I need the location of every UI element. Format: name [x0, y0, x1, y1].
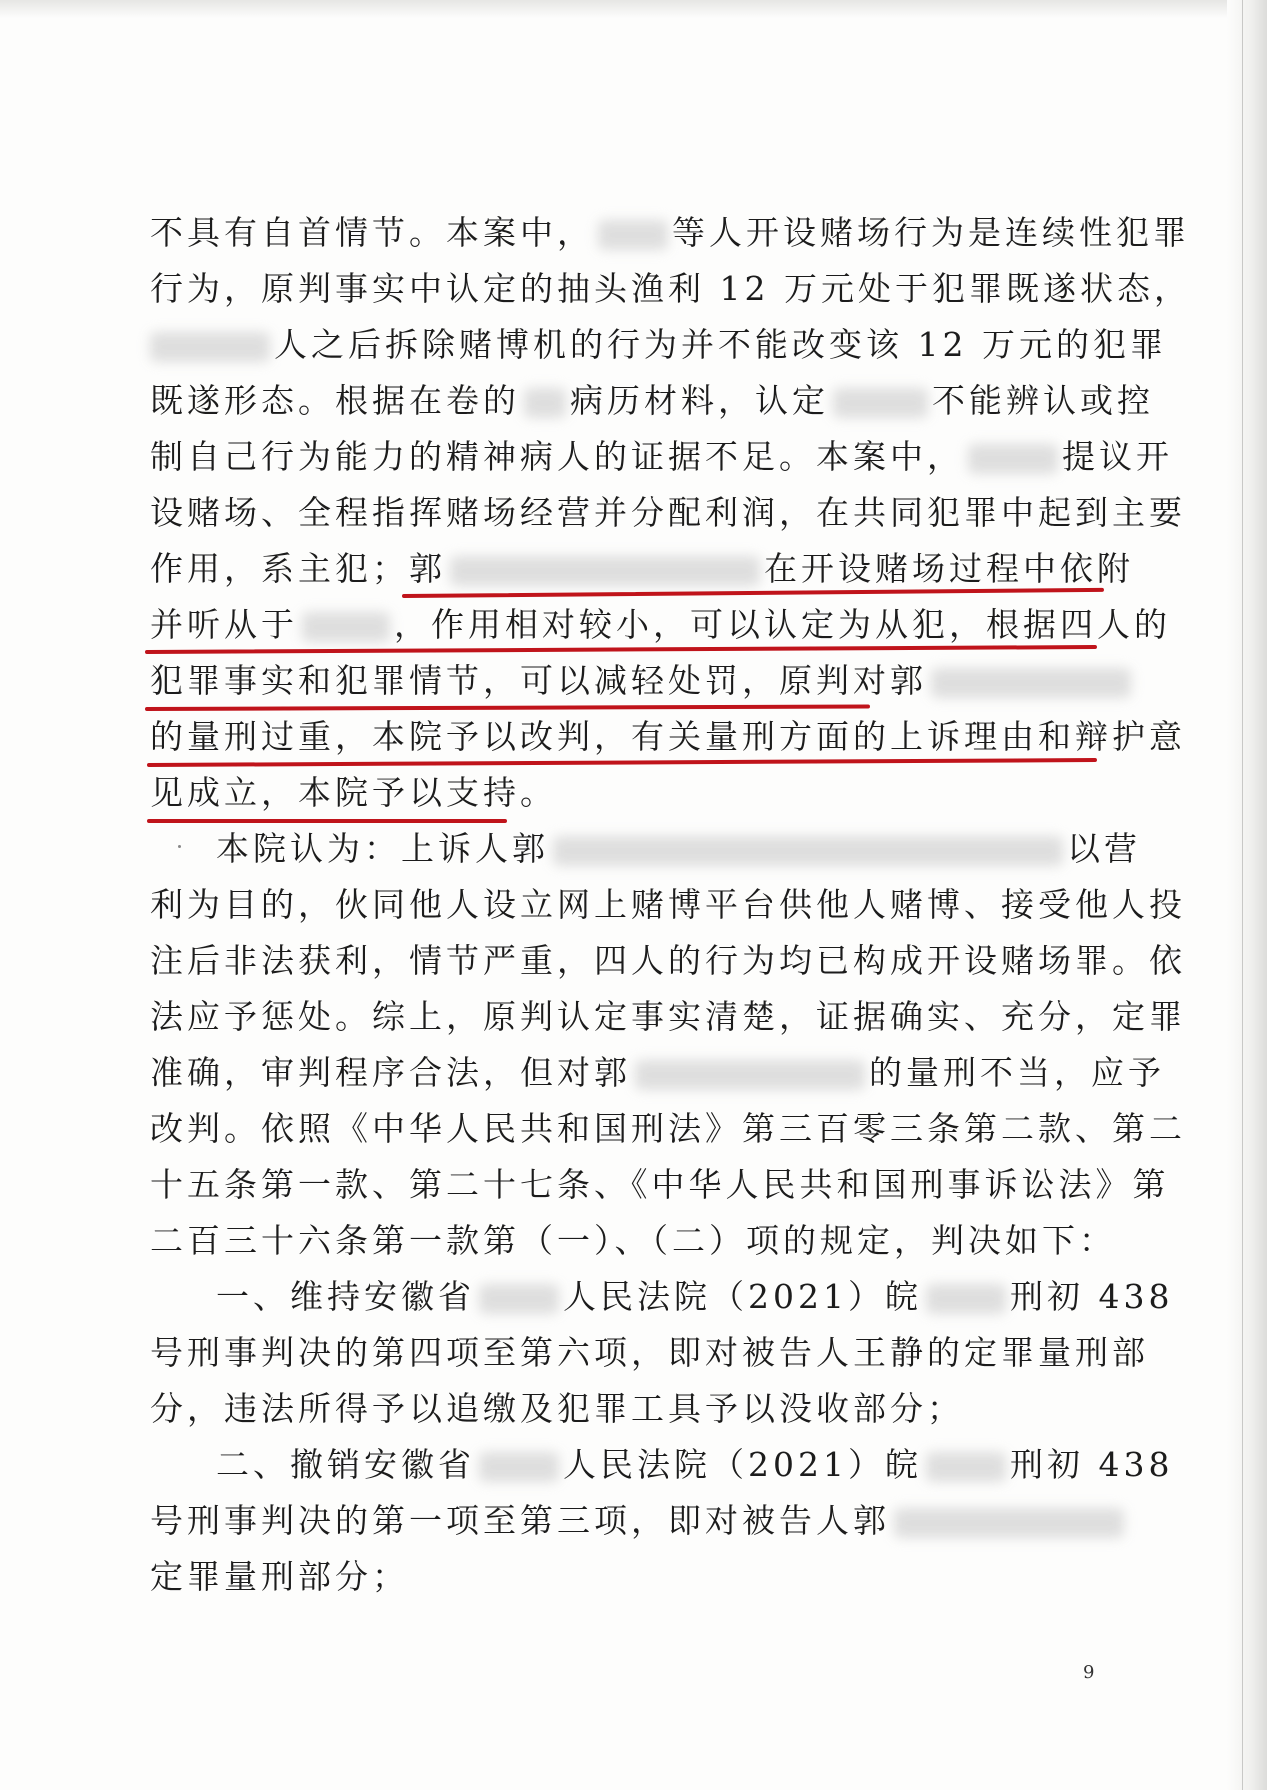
text-line: 二、撤销安徽省 人民法院（2021）皖 刑初 438 — [216, 1445, 1174, 1484]
text-line: 分，违法所得予以追缴及犯罪工具予以没收部分； — [150, 1389, 964, 1428]
redacted-name — [150, 332, 270, 362]
text-line: 行为，原判事实中认定的抽头渔利 12 万元处于犯罪既遂状态， — [150, 269, 1191, 308]
redacted-name — [968, 444, 1058, 474]
redacted-name — [302, 612, 390, 642]
redacted-names — [450, 556, 760, 586]
text-line: 注后非法获利，情节严重，四人的行为均已构成开设赌场罪。依 — [150, 941, 1186, 980]
text-line: 改判。依照《中华人民共和国刑法》第三百零三条第二款、第二 — [150, 1109, 1186, 1148]
text-line: 不具有自首情节。本案中， 等人开设赌场行为是连续性犯罪 — [150, 213, 1190, 252]
text-line: 号刑事判决的第一项至第三项，即对被告人郭 — [150, 1493, 1096, 1549]
text-line: 号刑事判决的第四项至第六项，即对被告人王静的定罪量刑部 — [150, 1333, 1149, 1372]
redacted-names — [635, 1060, 865, 1090]
text-line: 十五条第一款、第二十七条、《中华人民共和国刑事诉讼法》第 — [150, 1165, 1170, 1204]
page-number: 9 — [1083, 1662, 1095, 1683]
text-line: 利为目的，伙同他人设立网上赌博平台供他人赌博、接受他人投 — [150, 885, 1186, 924]
scan-speck — [178, 845, 181, 848]
scan-edge-top — [0, 0, 1267, 18]
scan-line-right — [1242, 0, 1243, 1790]
redacted-location — [479, 1284, 559, 1314]
redacted-code — [926, 1284, 1006, 1314]
text-line: 作用，系主犯；郭 在开设赌场过程中依附 — [150, 541, 1096, 597]
text-line: 制自己行为能力的精神病人的证据不足。本案中， 提议开 — [150, 437, 1173, 476]
text-line: 见成立，本院予以支持。 — [150, 765, 1096, 821]
text-line: 本院认为：上诉人郭 以营 — [216, 829, 1141, 868]
judgment-page-body — [150, 205, 1191, 1605]
redacted-location — [479, 1452, 559, 1482]
text-line: 二百三十六条第一款第（一）、（二）项的规定，判决如下： — [150, 1221, 1116, 1260]
text-line: 人之后拆除赌博机的行为并不能改变该 12 万元的犯罪 — [150, 317, 1096, 373]
scan-edge-right — [1227, 0, 1267, 1790]
redacted-name — [598, 220, 668, 250]
redacted-names — [553, 836, 1063, 866]
text-line: 的量刑过重，本院予以改判，有关量刑方面的上诉理由和辩护意 — [150, 709, 1096, 765]
redacted-names — [894, 1508, 1124, 1538]
redacted-name — [524, 388, 566, 418]
redacted-code — [926, 1452, 1006, 1482]
text-line: 一、维持安徽省 人民法院（2021）皖 刑初 438 — [216, 1277, 1174, 1316]
redacted-names — [931, 668, 1131, 698]
text-line: 既遂形态。根据在卷的 病历材料，认定 不能辨认或控 — [150, 381, 1154, 420]
text-line: 准确，审判程序合法，但对郭 的量刑不当，应予 — [150, 1053, 1165, 1092]
redacted-name — [833, 388, 928, 418]
text-line: 并听从于 ，作用相对较小，可以认定为从犯，根据四人的 — [150, 597, 1096, 653]
text-line: 定罪量刑部分； — [150, 1557, 409, 1596]
text-line: 设赌场、全程指挥赌场经营并分配利润，在共同犯罪中起到主要 — [150, 493, 1186, 532]
text-line: 犯罪事实和犯罪情节，可以减轻处罚，原判对郭 — [150, 653, 1096, 709]
text-line: 法应予惩处。综上，原判认定事实清楚，证据确实、充分，定罪 — [150, 997, 1186, 1036]
